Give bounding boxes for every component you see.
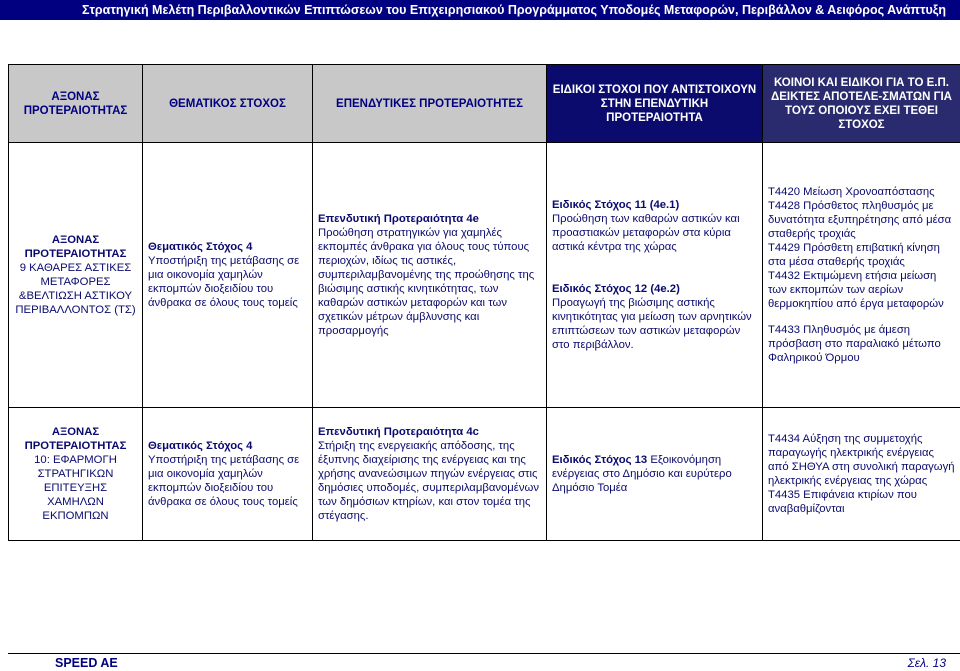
axis-title: ΑΞΟΝΑΣ ΠΡΟΤΕΡΑΙΟΤΗΤΑΣ xyxy=(24,234,127,260)
indicators-cell xyxy=(763,143,960,408)
table-row xyxy=(9,143,960,408)
priority-axes-table xyxy=(8,64,960,541)
axis-cell xyxy=(9,408,143,541)
header-indicators: ΚΟΙΝΟΙ ΚΑΙ ΕΙΔΙΚΟΙ ΓΙΑ ΤΟ Ε.Π. ΔΕΙΚΤΕΣ ΑΠΟΤΕΛΕ-ΣΜΑΤΩΝ ΓΙΑ ΤΟΥΣ ΟΠΟΙΟΥΣ ΕΧΕΙ ΤΕΘΕΙ ΣΤΟΧΟΣ xyxy=(763,65,960,143)
specific-goals-cell xyxy=(547,143,763,408)
header-investment-priorities: ΕΠΕΝΔΥΤΙΚΕΣ ΠΡΟΤΕΡΑΙΟΤΗΤΕΣ xyxy=(313,65,547,143)
indicators-cell xyxy=(763,408,960,541)
document-header: Στρατηγική Μελέτη Περιβαλλοντικών Επιπτώσεων του Επιχειρησιακού Προγράμματος Υποδομές Μεταφορών, Περιβάλλον & Αειφόρος Ανάπτυξη xyxy=(0,0,960,20)
indicator-item: Τ4420 Μείωση Χρονοαπόστασης xyxy=(768,186,935,198)
thematic-goal-cell xyxy=(143,408,313,541)
specific-goal-text: Εξοικονόμηση ενέργειας στο Δημόσιο και ευρύτερο Δημόσιο Τομέα xyxy=(552,454,732,494)
specific-goal-text: Προαγωγή της βιώσιμης αστικής κινητικότητας για μείωση των αρνητικών επιπτώσεων των αστικών μεταφορών στο περιβάλλον. xyxy=(552,297,752,351)
investment-priority-title: Επενδυτική Προτεραιότητα 4e xyxy=(318,213,479,225)
indicator-item: Τ4433 Πληθυσμός με άμεση πρόσβαση στο παραλιακό μέτωπο Φαληρικού Όρμου xyxy=(768,324,941,364)
indicator-item: Τ4432 Εκτιμώμενη ετήσια μείωση των εκπομπών των αερίων θερμοκηπίου από έργα μεταφορών xyxy=(768,270,944,310)
indicator-item: Τ4435 Επιφάνεια κτιρίων που αναβαθμίζονται xyxy=(768,489,917,515)
investment-priority-cell xyxy=(313,408,547,541)
thematic-goal-cell xyxy=(143,143,313,408)
thematic-goal-title: Θεματικός Στόχος 4 xyxy=(148,241,253,253)
investment-priority-cell xyxy=(313,143,547,408)
footer-page-number: Σελ. 13 xyxy=(907,656,946,670)
header-thematic-goal: ΘΕΜΑΤΙΚΟΣ ΣΤΟΧΟΣ xyxy=(143,65,313,143)
specific-goal-text: Προώθηση των καθαρών αστικών και προαστιακών μεταφορών στα κύρια αστικά κέντρα της χώρας xyxy=(552,213,740,253)
table-row xyxy=(9,408,960,541)
investment-priority-text: Στήριξη της ενεργειακής απόδοσης, της έξυπνης διαχείρισης της ενέργειας και της χρήσης ανανεώσιμων πηγών ενέργειας στις δημόσιες υποδομές, συμπεριλαμβανομένων των δημόσιων κτηρίων, και στον τομέα της στέγασης. xyxy=(318,440,539,522)
indicator-item: Τ4434 Αύξηση της συμμετοχής παραγωγής ηλεκτρικής ενέργειας από ΣΗΘΥΑ στη συνολική παραγωγή ηλεκτρικής ενέργειας της χώρας xyxy=(768,433,955,487)
axis-text: 9 ΚΑΘΑΡΕΣ ΑΣΤΙΚΕΣ ΜΕΤΑΦΟΡΕΣ &ΒΕΛΤΙΩΣΗ ΑΣΤΙΚΟΥ ΠΕΡΙΒΑΛΛΟΝΤΟΣ (ΤΣ) xyxy=(15,262,136,316)
thematic-goal-text: Υποστήριξη της μετάβασης σε μια οικονομία χαμηλών εκπομπών διοξειδίου του άνθρακα σε όλους τους τομείς xyxy=(148,454,300,508)
footer-rule xyxy=(8,653,960,654)
axis-title: ΑΞΟΝΑΣ ΠΡΟΤΕΡΑΙΟΤΗΤΑΣ xyxy=(24,426,127,452)
axis-text: 10: ΕΦΑΡΜΟΓΗ ΣΤΡΑΤΗΓΙΚΩΝ ΕΠΙΤΕΥΞΗΣ ΧΑΜΗΛΩΝ ΕΚΠΟΜΠΩΝ xyxy=(34,454,117,522)
specific-goals-cell xyxy=(547,408,763,541)
specific-goal-title: Ειδικός Στόχος 12 (4e.2) xyxy=(552,283,680,295)
header-specific-goals: ΕΙΔΙΚΟΙ ΣΤΟΧΟΙ ΠΟΥ ΑΝΤΙΣΤΟΙΧΟΥΝ ΣΤΗΝ ΕΠΕΝΔΥΤΙΚΗ ΠΡΟΤΕΡΑΙΟΤΗΤΑ xyxy=(547,65,763,143)
investment-priority-title: Επενδυτική Προτεραιότητα 4c xyxy=(318,426,479,438)
specific-goal-title: Ειδικός Στόχος 13 xyxy=(552,454,648,466)
thematic-goal-text: Υποστήριξη της μετάβασης σε μια οικονομία χαμηλών εκπομπών διοξειδίου του άνθρακα σε όλους τους τομείς xyxy=(148,255,300,309)
indicator-item: Τ4429 Πρόσθετη επιβατική κίνηση στα μέσα σταθερής τροχιάς xyxy=(768,242,940,268)
header-axis: ΑΞΟΝΑΣ ΠΡΟΤΕΡΑΙΟΤΗΤΑΣ xyxy=(9,65,143,143)
indicator-item: Τ4428 Πρόσθετος πληθυσμός με δυνατότητα εξυπηρέτησης από μέσα σταθερής τροχιάς xyxy=(768,200,952,240)
investment-priority-text: Προώθηση στρατηγικών για χαμηλές εκπομπές άνθρακα για όλους τους τύπους περιοχών, ιδίως τις αστικές, συμπεριλαμβανομένης της προώθησης της βιώσιμης αστικής κινητικότητας, των καθαρών αστικών μεταφορών και των σχετικών μέτρων άμβλυνσης και προσαρμογής xyxy=(318,227,535,337)
specific-goal-title: Ειδικός Στόχος 11 (4e.1) xyxy=(552,199,680,211)
specific-goal-entry xyxy=(552,453,757,495)
thematic-goal-title: Θεματικός Στόχος 4 xyxy=(148,440,253,452)
axis-cell xyxy=(9,143,143,408)
footer-company: SPEED AE xyxy=(55,656,118,670)
table-header-row xyxy=(9,65,960,143)
